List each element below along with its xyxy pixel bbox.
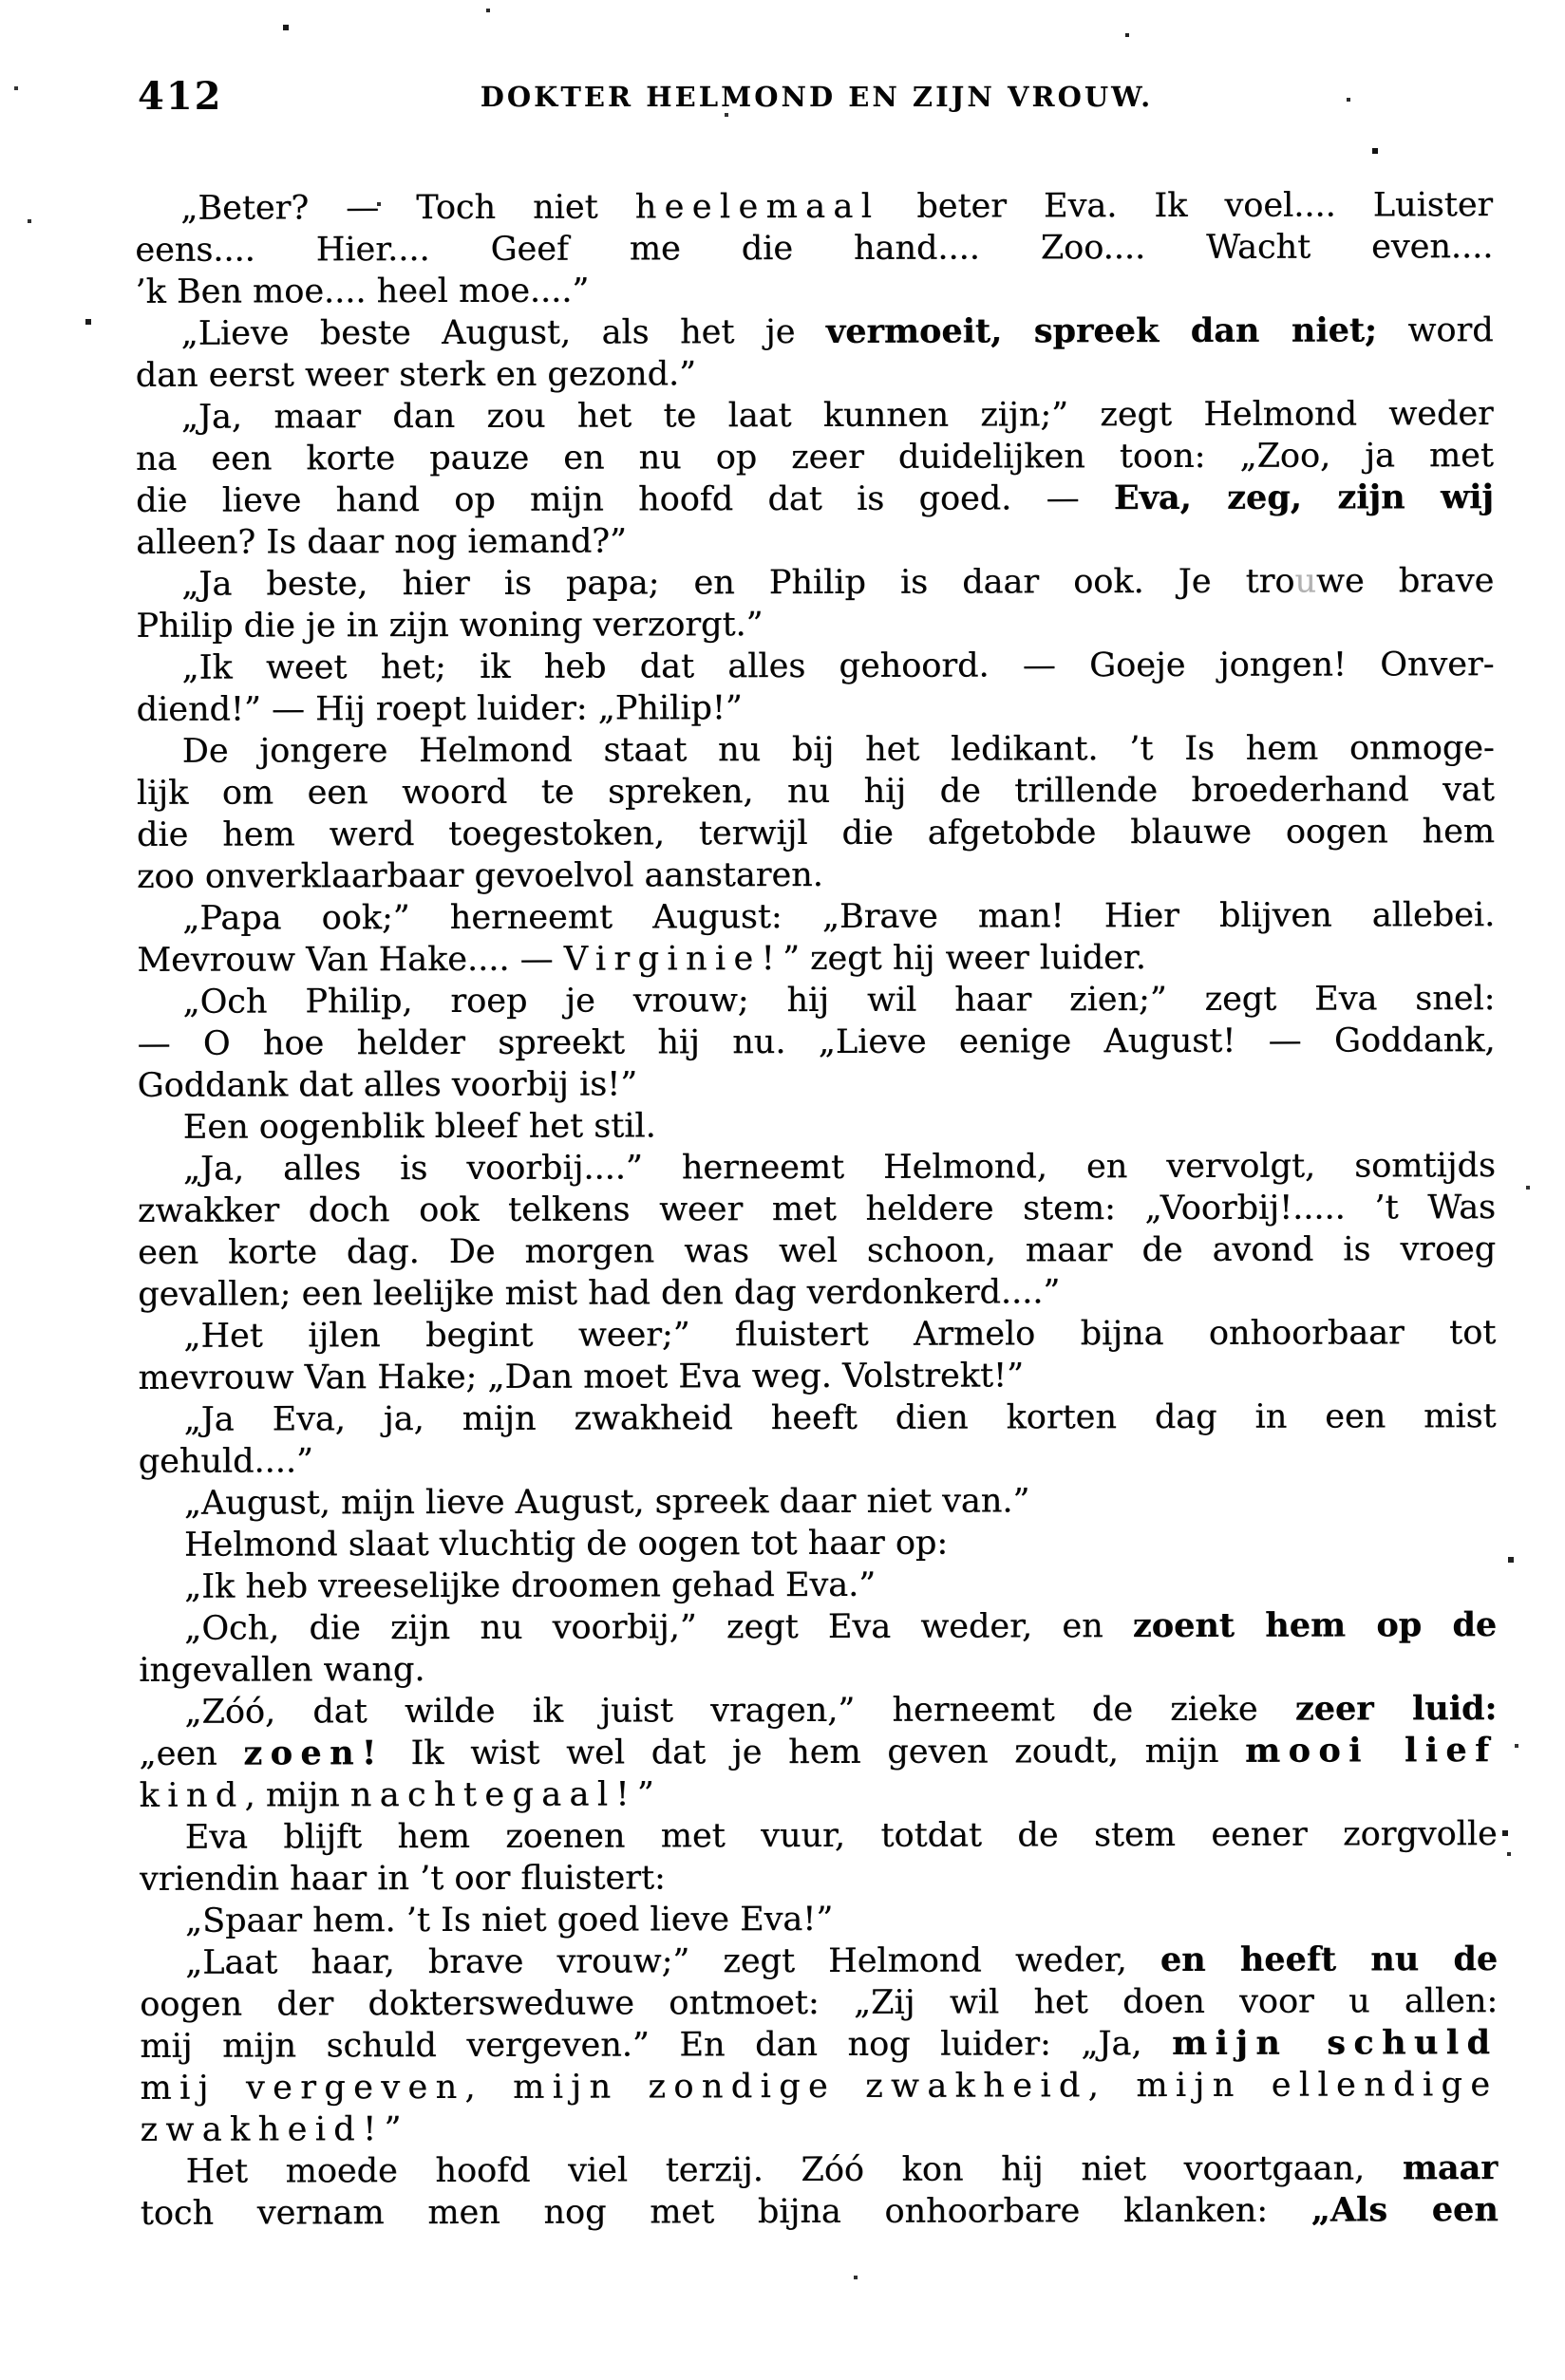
text-segment: Mevrouw Van Hake.... — bbox=[137, 940, 564, 980]
text-segment: mijn schuld bbox=[1172, 2023, 1499, 2064]
text-segment: „Ja, maar dan zou het te laat kunnen zijn;” zegt Helmond weder bbox=[180, 395, 1494, 437]
text-segment: Het moede hoofd viel terzij. Zóó kon hij niet voortgaan, bbox=[185, 2149, 1403, 2191]
text-line bbox=[141, 2189, 1499, 2235]
text-segment: mij mijn schuld vergeven.” En dan nog luider: „Ja, bbox=[140, 2025, 1173, 2066]
text-line bbox=[136, 560, 1494, 606]
text-line bbox=[138, 1312, 1496, 1358]
text-segment: „een bbox=[139, 1734, 244, 1773]
text-line bbox=[137, 685, 1495, 731]
text-segment: heelemaal bbox=[634, 187, 880, 227]
text-segment: „Spaar hem. ’t Is niet goed lieve Eva!” bbox=[184, 1900, 834, 1940]
text-segment: zeer luid: bbox=[1294, 1689, 1498, 1729]
text-segment: vriendin haar in ’t oor fluistert: bbox=[139, 1859, 666, 1899]
text-line bbox=[139, 1730, 1497, 1775]
text-segment: en heeft nu de bbox=[1160, 1940, 1499, 1980]
text-segment: Goddank dat alles voorbij is!” bbox=[137, 1065, 638, 1105]
text-line bbox=[137, 811, 1495, 856]
text-segment: een korte dag. De morgen was wel schoon, maar de avond is vroeg bbox=[138, 1230, 1497, 1272]
text-line bbox=[138, 1187, 1496, 1232]
text-segment: Eva blijft hem zoenen met vuur, totdat de stem eener zorgvolle bbox=[184, 1815, 1498, 1857]
text-segment: eens.... Hier.... Geef me die hand.... Zoo.... Wacht even.... bbox=[135, 228, 1494, 270]
text-line bbox=[136, 602, 1494, 647]
text-segment: Eva, zeg, zijn wij bbox=[1113, 478, 1495, 518]
text-line bbox=[137, 1020, 1495, 1065]
text-segment: „Het ijlen begint weer;” fluistert Armelo bijna onhoorbaar tot bbox=[183, 1314, 1497, 1356]
text-segment: alleen? Is daar nog iemand?” bbox=[136, 522, 627, 562]
text-segment: word bbox=[1376, 311, 1494, 350]
text-line bbox=[138, 1103, 1496, 1149]
text-segment: gevallen; een leelijke mist had den dag verdonkerd....” bbox=[138, 1273, 1061, 1314]
text-segment: die lieve hand op mijn hoofd dat is goed. — bbox=[135, 479, 1114, 520]
text-segment: „Beter? — Toch niet bbox=[180, 188, 635, 228]
text-segment: ingevallen wang. bbox=[139, 1651, 425, 1690]
text-segment: „Och, die zijn nu voorbij,” zegt Eva weder, en bbox=[184, 1607, 1133, 1648]
text-segment: oogen der doktersweduwe ontmoet: „Zij wil het doen voor u allen: bbox=[140, 1982, 1499, 2024]
text-segment: maar bbox=[1402, 2148, 1499, 2188]
text-segment: zoen! bbox=[243, 1733, 385, 1773]
text-line bbox=[139, 1604, 1497, 1650]
text-line bbox=[139, 1479, 1497, 1525]
text-line bbox=[139, 1396, 1497, 1441]
text-line bbox=[140, 1939, 1498, 1984]
text-line bbox=[137, 769, 1495, 815]
text-line bbox=[137, 853, 1495, 898]
text-line bbox=[138, 1228, 1496, 1274]
text-line bbox=[137, 978, 1495, 1023]
text-line bbox=[135, 184, 1493, 230]
text-line bbox=[136, 393, 1494, 439]
text-line bbox=[138, 1061, 1496, 1107]
text-segment: u bbox=[1294, 562, 1317, 601]
text-segment: gehuld....” bbox=[138, 1442, 313, 1481]
text-segment: De jongere Helmond staat nu bij het ledikant. ’t Is hem onmoge- bbox=[181, 729, 1495, 771]
text-segment: „Ja, alles is voorbij....” herneemt Helmond, en vervolgt, somtijds bbox=[182, 1147, 1496, 1189]
text-segment: zoo onverklaarbaar gevoelvol aanstaren. bbox=[137, 855, 823, 896]
text-segment: Philip die je in zijn woning verzorgt.” bbox=[136, 606, 764, 646]
text-segment: „Lieve beste August, als het je bbox=[180, 312, 826, 353]
text-segment: „Ik heb vreeselijke droomen gehad Eva.” bbox=[183, 1565, 877, 1606]
text-line bbox=[135, 226, 1493, 272]
text-line bbox=[140, 2106, 1498, 2151]
text-line bbox=[141, 2147, 1499, 2193]
text-line bbox=[136, 644, 1494, 689]
text-segment: lijk om een woord te spreken, nu hij de trillende broederhand vat bbox=[136, 771, 1495, 813]
text-segment: mooi lief bbox=[1245, 1731, 1498, 1771]
text-line bbox=[139, 1646, 1497, 1692]
text-segment: „August, mijn lieve August, spreek daar niet van.” bbox=[183, 1482, 1030, 1523]
scan-speckles bbox=[0, 0, 2, 2]
text-line bbox=[140, 1897, 1498, 1942]
text-segment: Ik wist wel dat je hem geven zoudt, mijn bbox=[384, 1732, 1246, 1773]
text-segment: „Och Philip, roep je vrouw; hij wil haar zien;” zegt Eva snel: bbox=[182, 980, 1496, 1021]
text-segment: mevrouw Van Hake; „Dan moet Eva weg. Volstrekt!” bbox=[138, 1357, 1025, 1397]
text-line bbox=[136, 518, 1494, 564]
text-segment: „Ja Eva, ja, mijn zwakheid heeft dien korten dag in een mist bbox=[183, 1397, 1497, 1439]
text-line bbox=[138, 1354, 1496, 1399]
text-segment: zoent hem op de bbox=[1132, 1605, 1498, 1646]
text-segment: nachtegaal!” bbox=[349, 1775, 663, 1815]
text-line bbox=[138, 1145, 1496, 1190]
text-line bbox=[136, 435, 1494, 480]
text-segment: zwakheid!” bbox=[140, 2110, 409, 2149]
text-line bbox=[138, 1270, 1496, 1316]
text-segment: ” zegt hij weer luider. bbox=[782, 939, 1146, 979]
text-line bbox=[140, 2064, 1498, 2109]
text-segment: „Ja beste, hier is papa; en Philip is daar ook. Je tro bbox=[181, 562, 1295, 604]
text-segment: „Ik weet het; ik heb dat alles gehoord. — Goeje jongen! Onver- bbox=[181, 646, 1495, 687]
text-line bbox=[137, 727, 1495, 773]
text-segment: , mijn bbox=[244, 1776, 350, 1815]
text-line bbox=[139, 1521, 1497, 1566]
text-segment: na een korte pauze en nu op zeer duidelijken toon: „Zoo, ja met bbox=[135, 437, 1494, 478]
text-line bbox=[140, 1855, 1498, 1901]
text-segment: „Zóó, dat wilde ik juist vragen,” herneemt de zieke bbox=[184, 1690, 1295, 1732]
running-title: DOKTER HELMOND EN ZIJN VROUW. bbox=[480, 81, 1154, 113]
text-line bbox=[140, 1813, 1498, 1859]
text-segment: Virginie! bbox=[563, 940, 783, 979]
text-segment: — O hoe helder spreekt hij nu. „Lieve eenige August! — Goddank, bbox=[137, 1021, 1496, 1063]
text-segment: toch vernam men nog met bijna onhoorbare klanken: bbox=[140, 2191, 1311, 2233]
text-line bbox=[136, 477, 1494, 522]
text-segment: we brave bbox=[1315, 562, 1495, 601]
page-header bbox=[138, 74, 1496, 118]
text-segment: „Als een bbox=[1310, 2190, 1499, 2230]
body-text bbox=[135, 184, 1499, 2235]
text-segment: ’k Ben moe.... heel moe....” bbox=[135, 272, 590, 311]
text-line bbox=[140, 1980, 1498, 2026]
text-segment: beter Eva. Ik voel.... Luister bbox=[879, 186, 1494, 226]
text-segment: Een oogenblik bleef het stil. bbox=[182, 1107, 656, 1147]
text-line bbox=[139, 1563, 1497, 1608]
text-segment: mij vergeven, mijn zondige zwakheid, mijn ellendige bbox=[140, 2066, 1499, 2108]
text-segment: die hem werd toegestoken, terwijl die afgetobde blauwe oogen hem bbox=[136, 813, 1496, 854]
text-segment: kind bbox=[139, 1776, 245, 1815]
text-line bbox=[136, 351, 1494, 397]
text-line bbox=[139, 1688, 1497, 1733]
text-segment: dan eerst weer sterk en gezond.” bbox=[135, 355, 697, 395]
text-line bbox=[139, 1437, 1497, 1483]
text-line bbox=[135, 268, 1493, 313]
text-segment: zwakker doch ook telkens weer met heldere stem: „Voorbij!..... ’t Was bbox=[137, 1189, 1497, 1230]
text-segment: „Laat haar, brave vrouw;” zegt Helmond weder, bbox=[185, 1941, 1160, 1982]
text-segment: „Papa ook;” herneemt August: „Brave man! Hier blijven allebei. bbox=[182, 896, 1496, 938]
text-segment: Helmond slaat vluchtig de oogen tot haar op: bbox=[183, 1524, 949, 1565]
text-line bbox=[136, 309, 1494, 355]
text-line bbox=[137, 894, 1495, 940]
page-number: 412 bbox=[138, 74, 223, 119]
text-line bbox=[140, 2022, 1498, 2068]
text-segment: vermoeit, spreek dan niet; bbox=[825, 310, 1377, 351]
text-line bbox=[137, 936, 1495, 982]
text-line bbox=[140, 1771, 1498, 1817]
text-segment: diend!” — Hij roept luider: „Philip!” bbox=[136, 689, 743, 729]
